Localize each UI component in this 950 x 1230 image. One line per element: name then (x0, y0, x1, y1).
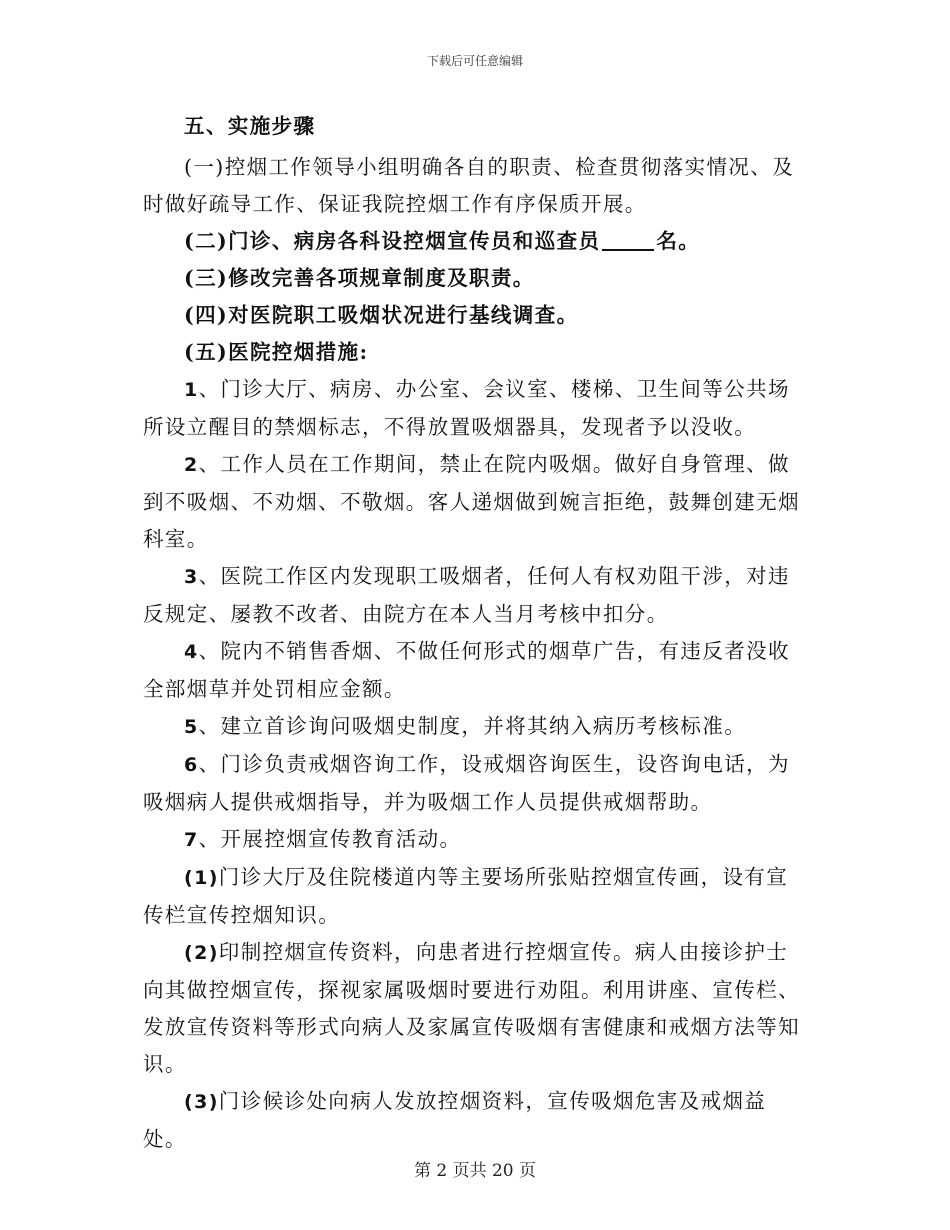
paragraph-step-1: (一)控烟工作领导小组明确各自的职责、检查贯彻落实情况、及时做好疏导工作、保证我院控烟工作有序保质开展。 (143, 155, 795, 216)
item-text: 、建立首诊询问吸烟史制度，并将其纳入病历考核标准。 (198, 714, 747, 738)
subitem-number: (3) (184, 1091, 219, 1113)
item-text: 、门诊负责戒烟咨询工作，设戒烟咨询医生，设咨询电话，为吸烟病人提供戒烟指导，并为吸烟工作人员提供戒烟帮助。 (143, 752, 790, 814)
list-item (143, 371, 807, 446)
section-heading: 五、实施步骤 (184, 114, 316, 138)
step-2-text: (二)门诊、病房各科设控烟宣传员和巡查员 (184, 229, 601, 253)
fill-in-blank (602, 229, 654, 252)
item-number: 2 (184, 454, 199, 476)
list-item (143, 446, 807, 558)
item-text: 、门诊大厅、病房、办公室、会议室、楼梯、卫生间等公共场所设立醒目的禁烟标志，不得放置吸烟器具，发现者予以没收。 (143, 377, 790, 439)
item-number: 6 (184, 754, 199, 776)
subitem-number: (2) (184, 942, 219, 964)
item-text: 、工作人员在工作期间，禁止在院内吸烟。做好自身管理、做到不吸烟、不劝烟、不敬烟。客人递烟做到婉言拒绝，鼓舞创建无烟科室。 (143, 452, 800, 551)
document-body (143, 108, 807, 1158)
list-item (143, 821, 807, 859)
list-item (143, 708, 807, 746)
item-number: 7 (184, 829, 199, 851)
subitem-text: 印制控烟宣传资料，向患者进行控烟宣传。病人由接诊护士向其做控烟宣传，探视家属吸烟时要进行劝阻。利用讲座、宣传栏、发放宣传资料等形式向病人及家属宣传吸烟有害健康和戒烟方法等知识。 (143, 940, 800, 1076)
sub-list-item (143, 1083, 807, 1158)
item-number: 1 (184, 379, 199, 401)
item-number: 4 (184, 641, 199, 663)
subitem-text: 门诊候诊处向病人发放控烟资料，宣传吸烟危害及戒烟益处。 (143, 1089, 767, 1151)
list-item (143, 633, 807, 708)
item-number: 5 (184, 716, 199, 738)
paragraph-step-4: (四)对医院职工吸烟状况进行基线调查。 (184, 303, 579, 327)
paragraph-step-3: (三)修改完善各项规章制度及职责。 (184, 266, 535, 290)
sub-list-item (143, 934, 807, 1083)
list-item (143, 746, 807, 821)
subitem-text: 门诊大厅及住院楼道内等主要场所张贴控烟宣传画，设有宣传栏宣传控烟知识。 (143, 865, 789, 927)
item-number: 3 (184, 566, 199, 588)
subitem-number: (1) (184, 867, 219, 889)
item-text: 、开展控烟宣传教育活动。 (198, 827, 462, 851)
list-item (143, 558, 807, 633)
page-footer: 第 2 页共 20 页 (413, 1161, 537, 1181)
item-text: 、医院工作区内发现职工吸烟者，任何人有权劝阻干涉，对违反规定、屡教不改者、由院方在本人当月考核中扣分。 (143, 564, 790, 626)
paragraph-step-2 (143, 223, 807, 260)
item-text: 、院内不销售香烟、不做任何形式的烟草广告，有违反者没收全部烟草并处罚相应金额。 (143, 639, 790, 701)
page-header: 下载后可任意编辑 (426, 54, 523, 68)
step-2-suffix: 名。 (656, 229, 701, 253)
sub-list-item (143, 859, 807, 934)
paragraph-step-5: (五)医院控烟措施: (184, 340, 369, 364)
